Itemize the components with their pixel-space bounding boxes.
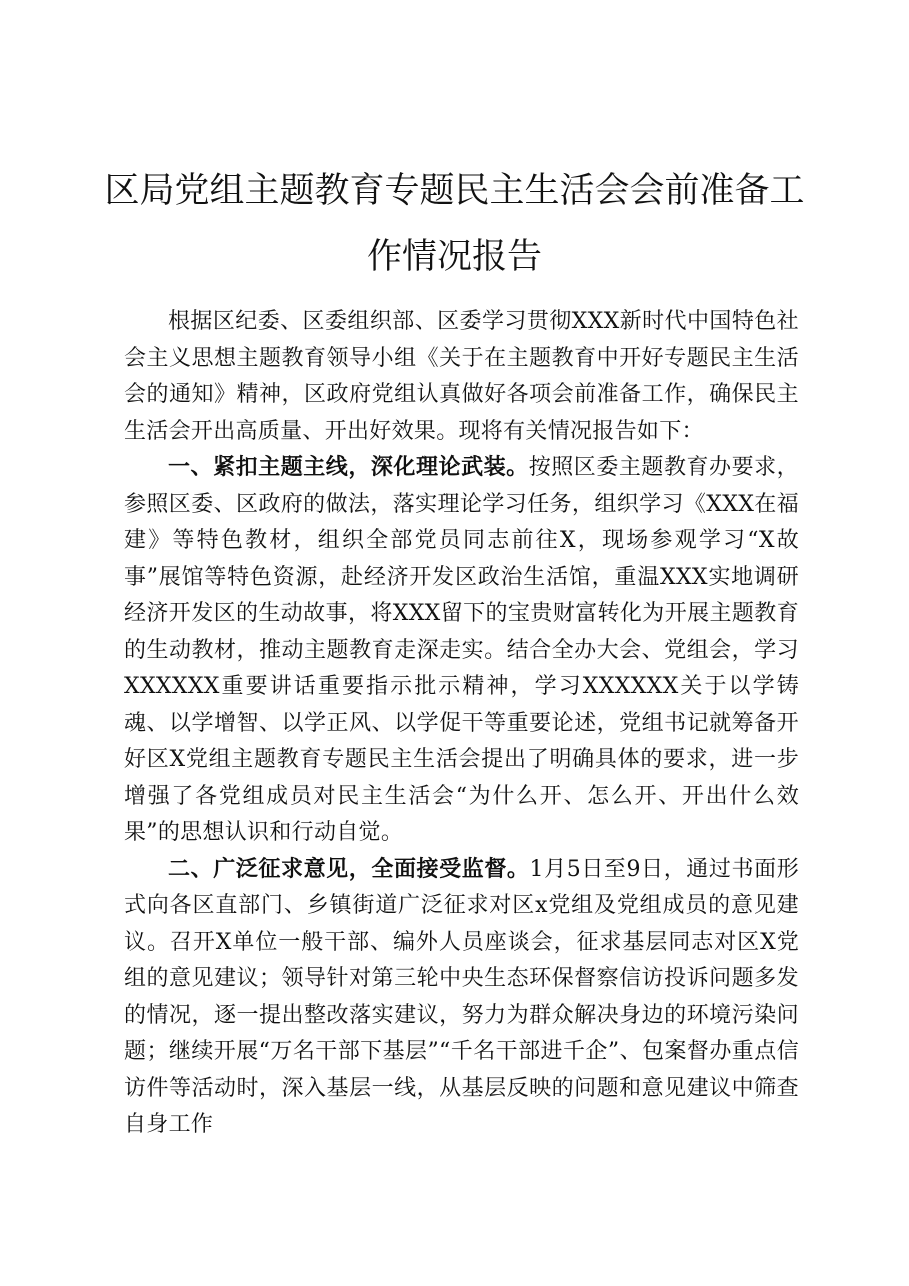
- paragraph-intro: [124, 304, 799, 450]
- section-2-heading: 二、广泛征求意见，全面接受监督。: [168, 856, 530, 882]
- paragraph-section-1: [124, 450, 799, 852]
- paragraph-section-2: [124, 852, 799, 1144]
- section-1-heading: 一、紧扣主题主线，深化理论武装。: [168, 455, 529, 480]
- section-2-text: 1月5日至9日，通过书面形式向各区直部门、乡镇街道广泛征求对区x党组及党组成员的意见建议。召开X单位一般干部、编外人员座谈会，征求基层同志对区X党组的意见建议；领导针对第三轮中央生态环保督察信访投诉问题多发的情况，逐一提出整改落实建议，努力为群众解决身边的环境污染问题；继续开展“万名干部下基层”“千名干部进千企”、包案督办重点信访件等活动时，深入基层一线，从基层反映的问题和意见建议中筛查自身工作: [124, 856, 799, 1137]
- document-body: [124, 304, 799, 1144]
- section-1-text: 按照区委主题教育办要求，参照区委、区政府的做法，落实理论学习任务，组织学习《XXX在福建》等特色教材，组织全部党员同志前往X，现场参观学习“X故事”展馆等特色资源，赴经济开发区政治生活馆，重温XXX实地调研经济开发区的生动故事，将XXX留下的宝贵财富转化为开展主题教育的生动教材，推动主题教育走深走实。结合全办大会、党组会，学习XXXXXX重要讲话重要指示批示精神，学习XXXXXX关于以学铸魂、以学增智、以学正风、以学促干等重要论述，党组书记就筹备开好区X党组主题教育专题民主生活会提出了明确具体的要求，进一步增强了各党组成员对民主生活会“为什么开、怎么开、开出什么效果”的思想认识和行动自觉。: [124, 455, 799, 845]
- document-title: 区局党组主题教育专题民主生活会会前准备工作情况报告: [104, 171, 805, 277]
- paragraph-intro-text: 根据区纪委、区委组织部、区委学习贯彻XXX新时代中国特色社会主义思想主题教育领导小组《关于在主题教育中开好专题民主生活会的通知》精神，区政府党组认真做好各项会前准备工作，确保民主生活会开出高质量、开出好效果。现将有关情况报告如下：: [124, 309, 799, 444]
